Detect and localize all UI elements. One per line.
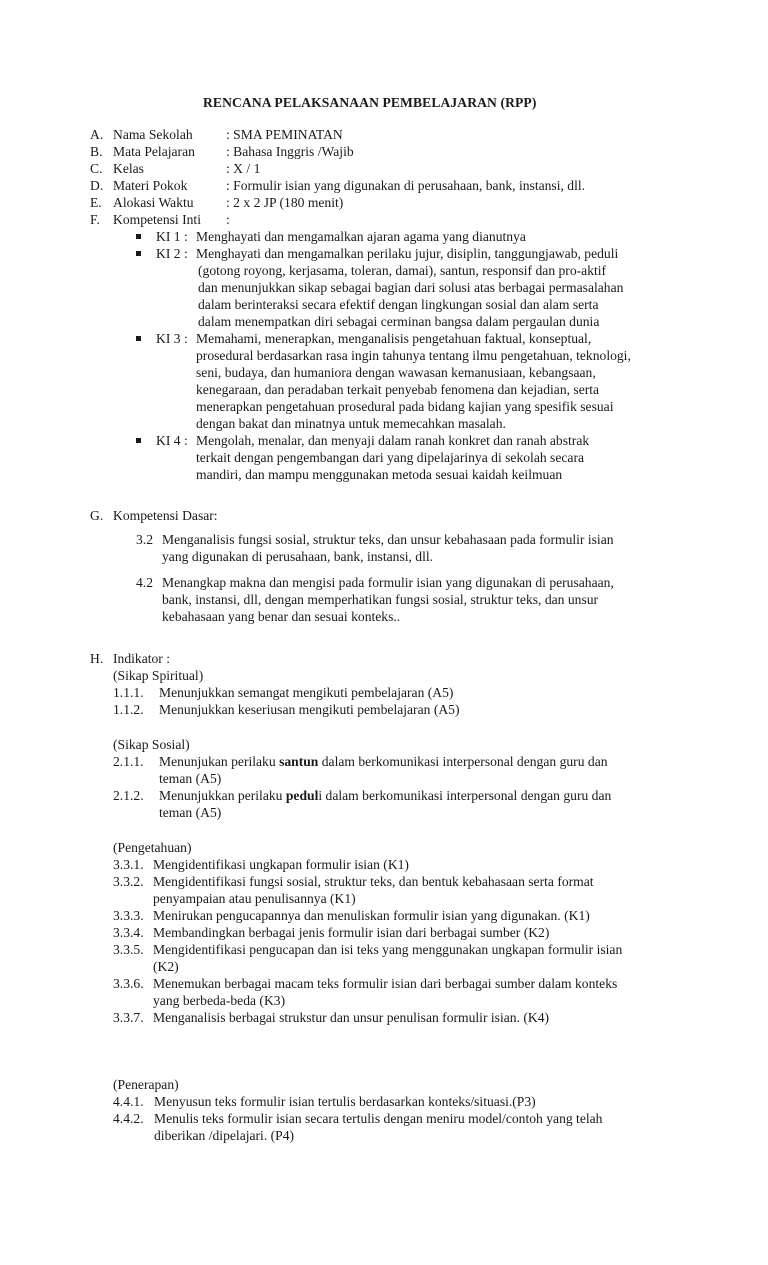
identity-value: : 2 x 2 JP (180 menit)	[226, 195, 344, 210]
bullet-icon	[136, 438, 141, 443]
indicator-text-cont: teman (A5)	[159, 771, 222, 786]
kd-line: bank, instansi, dll, dengan memperhatikan fungsi sosial, struktur teks, dan unsur	[162, 592, 599, 607]
bullet-icon	[136, 251, 141, 256]
identity-letter: F.	[90, 212, 100, 227]
identity-label: Mata Pelajaran	[113, 144, 195, 159]
indicator-number: 4.4.2.	[113, 1111, 144, 1126]
indicator-number: 3.3.1.	[113, 857, 144, 872]
section-letter: H.	[90, 651, 104, 666]
ki-line: menerapkan pengetahuan prosedural pada bidang kajian yang spesifik sesuai	[196, 399, 614, 414]
ki-line: mandiri, dan mampu menggunakan metoda sesuai kaidah keilmuan	[196, 467, 563, 482]
indicator-text: Menyusun teks formulir isian tertulis berdasarkan konteks/situasi.(P3)	[154, 1094, 536, 1109]
identity-value: : SMA PEMINATAN	[226, 127, 343, 142]
indicator-number: 3.3.6.	[113, 976, 144, 991]
indicator-text-cont: diberikan /dipelajari. (P4)	[154, 1128, 295, 1143]
indicator-number: 4.4.1.	[113, 1094, 144, 1109]
section-letter: G.	[90, 508, 104, 523]
ki-head: KI 1 :	[156, 229, 188, 244]
ki-line: prosedural berdasarkan rasa ingin tahunya tentang ilmu pengetahuan, teknologi,	[196, 348, 631, 363]
identity-letter: B.	[90, 144, 103, 159]
ki-line: Menghayati dan mengamalkan perilaku jujur, disiplin, tanggungjawab, peduli	[196, 246, 619, 261]
ki-line: kenegaraan, dan peradaban terkait penyebab fenomena dan kejadian, serta	[196, 382, 600, 397]
indicator-text: Menunjukan perilaku santun dalam berkomunikasi interpersonal dengan guru dan	[159, 754, 608, 769]
emphasis-text: pedul	[285, 788, 319, 803]
identity-label: Alokasi Waktu	[113, 195, 194, 210]
indicator-number: 3.3.5.	[113, 942, 144, 957]
indicator-text: Menunjukkan perilaku peduli dalam berkomunikasi interpersonal dengan guru dan	[159, 788, 612, 803]
indicator-text-cont: yang berbeda-beda (K3)	[153, 993, 286, 1008]
indicator-number: 3.3.7.	[113, 1010, 144, 1025]
ki-line: Menghayati dan mengamalkan ajaran agama yang dianutnya	[196, 229, 526, 244]
ki-line: Mengolah, menalar, dan menyaji dalam ranah konkret dan ranah abstrak	[196, 433, 590, 448]
indicator-number: 3.3.2.	[113, 874, 144, 889]
identity-label: Nama Sekolah	[113, 127, 193, 142]
subsection-heading: (Sikap Spiritual)	[113, 668, 204, 683]
emphasis-text: santun	[279, 754, 319, 769]
bullet-icon	[136, 234, 141, 239]
bullet-icon	[136, 336, 141, 341]
indicator-text: Menulis teks formulir isian secara tertulis dengan meniru model/contoh yang telah	[154, 1111, 603, 1126]
subsection-heading: (Sikap Sosial)	[113, 737, 190, 752]
section-title: Kompetensi Dasar:	[113, 508, 218, 523]
ki-head: KI 3 :	[156, 331, 188, 346]
indicator-text-cont: (K2)	[153, 959, 179, 974]
indicator-number: 3.3.3.	[113, 908, 144, 923]
kd-number: 3.2	[136, 532, 153, 547]
indicator-number: 2.1.1.	[113, 754, 144, 769]
identity-value: : Bahasa Inggris /Wajib	[226, 144, 354, 159]
ki-head: KI 4 :	[156, 433, 188, 448]
ki-line: dalam menempatkan diri sebagai cerminan bangsa dalam pergaulan dunia	[198, 314, 600, 329]
identity-label: Kelas	[113, 161, 144, 176]
indicator-number: 1.1.2.	[113, 702, 144, 717]
identity-letter: C.	[90, 161, 103, 176]
identity-letter: D.	[90, 178, 104, 193]
identity-label: Materi Pokok	[113, 178, 188, 193]
indicator-number: 3.3.4.	[113, 925, 144, 940]
ki-line: terkait dengan pengembangan dari yang dipelajarinya di sekolah secara	[196, 450, 585, 465]
indicator-number: 2.1.2.	[113, 788, 144, 803]
indicator-text-cont: penyampaian atau penulisannya (K1)	[153, 891, 356, 906]
indicator-text: Menemukan berbagai macam teks formulir isian dari berbagai sumber dalam konteks	[153, 976, 618, 991]
identity-value: :	[226, 212, 230, 227]
identity-value: : X / 1	[226, 161, 261, 176]
ki-head: KI 2 :	[156, 246, 188, 261]
indicator-text: Mengidentifikasi fungsi sosial, struktur teks, dan bentuk kebahasaan serta format	[153, 874, 594, 889]
indicator-text: Menunjukkan semangat mengikuti pembelajaran (A5)	[159, 685, 454, 700]
ki-line: (gotong royong, kerjasama, toleran, damai), santun, responsif dan pro-aktif	[198, 263, 607, 278]
ki-line: seni, budaya, dan humaniora dengan wawasan kemanusiaan, kebangsaan,	[196, 365, 596, 380]
identity-value: : Formulir isian yang digunakan di perusahaan, bank, instansi, dll.	[226, 178, 586, 193]
kd-line: kebahasaan yang benar dan sesuai konteks..	[162, 609, 401, 624]
ki-line: Memahami, menerapkan, menganalisis pengetahuan faktual, konseptual,	[196, 331, 592, 346]
ki-line: dan menunjukkan sikap sebagai bagian dari solusi atas berbagai permasalahan	[198, 280, 624, 295]
indicator-text: Mengidentifikasi ungkapan formulir isian (K1)	[153, 857, 409, 872]
section-title: Indikator :	[113, 651, 171, 666]
subsection-heading: (Pengetahuan)	[113, 840, 192, 855]
kd-line: yang digunakan di perusahaan, bank, instansi, dll.	[162, 549, 434, 564]
document-title: RENCANA PELAKSANAAN PEMBELAJARAN (RPP)	[203, 95, 537, 110]
indicator-text: Menganalisis berbagai strukstur dan unsur penulisan formulir isian. (K4)	[153, 1010, 550, 1025]
ki-line: dengan bakat dan minatnya untuk memecahkan masalah.	[196, 416, 506, 431]
indicator-text: Membandingkan berbagai jenis formulir isian dari berbagai sumber (K2)	[153, 925, 550, 940]
indicator-text-cont: teman (A5)	[159, 805, 222, 820]
identity-label: Kompetensi Inti	[113, 212, 201, 227]
indicator-text: Mengidentifikasi pengucapan dan isi teks yang menggunakan ungkapan formulir isian	[153, 942, 623, 957]
identity-letter: E.	[90, 195, 102, 210]
subsection-heading: (Penerapan)	[113, 1077, 179, 1092]
indicator-text: Menirukan pengucapannya dan menuliskan formulir isian yang digunakan. (K1)	[153, 908, 590, 923]
kd-line: Menangkap makna dan mengisi pada formulir isian yang digunakan di perusahaan,	[162, 575, 614, 590]
indicator-number: 1.1.1.	[113, 685, 144, 700]
kd-number: 4.2	[136, 575, 153, 590]
identity-letter: A.	[90, 127, 104, 142]
indicator-text: Menunjukkan keseriusan mengikuti pembelajaran (A5)	[159, 702, 460, 717]
ki-line: dalam berinteraksi secara efektif dengan lingkungan sosial dan alam serta	[198, 297, 599, 312]
kd-line: Menganalisis fungsi sosial, struktur teks, dan unsur kebahasaan pada formulir isian	[162, 532, 614, 547]
